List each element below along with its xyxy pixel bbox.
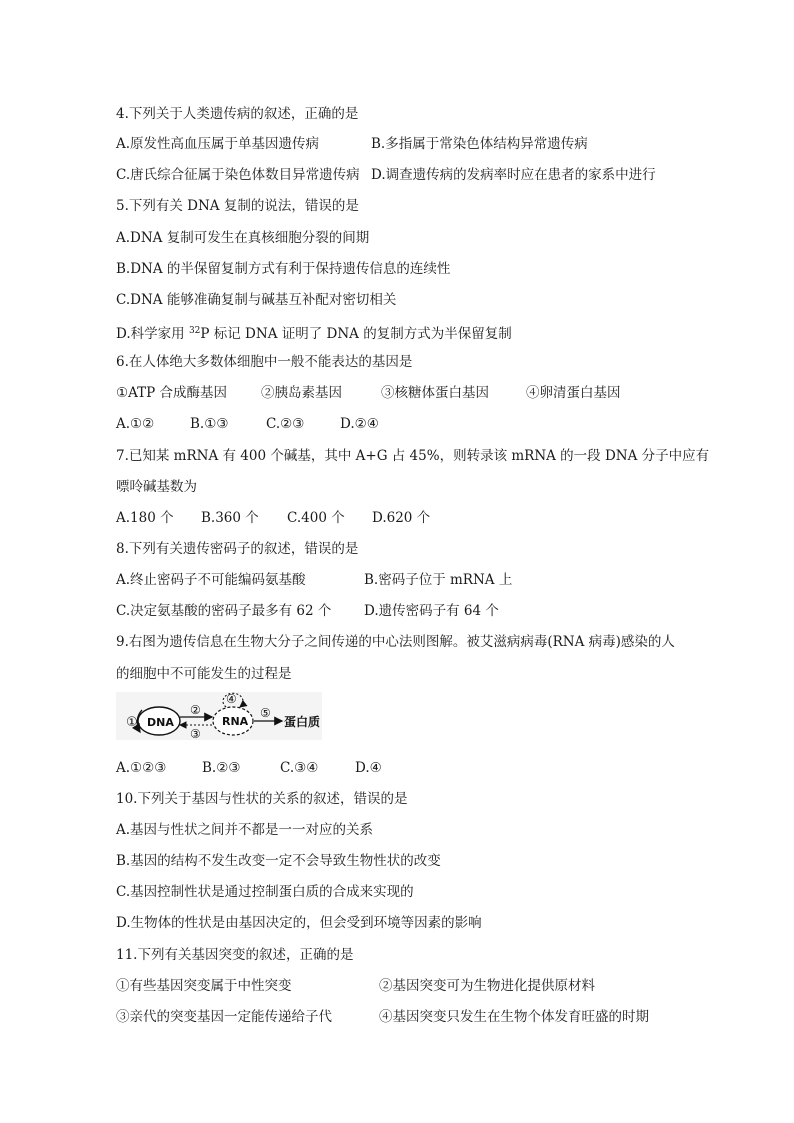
q11-item-1: ①有些基因突变属于中性突变: [116, 978, 292, 994]
q6-option-a: A.①②: [116, 416, 155, 432]
q5-option-d-pre: D.科学家用: [116, 326, 189, 342]
q9-options: [116, 758, 382, 778]
q7-option-c: C.400 个: [287, 510, 345, 526]
q8-options-cd: [116, 601, 499, 621]
q6-option-d: D.②④: [340, 416, 379, 432]
q9-option-b: B.②③: [202, 760, 241, 776]
q5-option-d-superscript: 32: [188, 326, 201, 336]
q7-option-a: A.180 个: [116, 510, 174, 526]
q4-stem: 4.下列关于人类遗传病的叙述，正确的是: [116, 106, 359, 122]
q7-stem-line2: 嘌呤碱基数为: [116, 479, 197, 495]
q10-option-a: A.基因与性状之间并不都是一一对应的关系: [116, 822, 374, 838]
q8-option-b: B.密码子位于 mRNA 上: [364, 572, 513, 588]
q4-option-c: C.唐氏综合征属于染色体数目异常遗传病: [116, 167, 360, 183]
q4-options-cd: [116, 165, 656, 185]
q5-option-b: B.DNA 的半保留复制方式有利于保持遗传信息的连续性: [116, 261, 451, 277]
q6-items: [116, 383, 621, 403]
q10-option-c: C.基因控制性状是通过控制蛋白质的合成来实现的: [116, 884, 414, 900]
q8-option-d: D.遗传密码子有 64 个: [364, 603, 499, 619]
label-4: ④: [226, 692, 237, 706]
q8-options-ab: [116, 570, 513, 590]
q11-item-2: ②基因突变可为生物进化提供原材料: [379, 978, 595, 994]
q9-option-d: D.④: [355, 760, 382, 776]
q8-stem: 8.下列有关遗传密码子的叙述，错误的是: [116, 541, 359, 557]
q7-option-b: B.360 个: [201, 510, 259, 526]
q7-options: [116, 508, 431, 528]
q9-stem-line1: 9.右图为遗传信息在生物大分子之间传递的中心法则图解。被艾滋病病毒(RNA 病毒)感染的人: [116, 634, 675, 650]
q4-option-b: B.多指属于常染色体结构异常遗传病: [371, 136, 588, 152]
q5-option-a: A.DNA 复制可发生在真核细胞分裂的间期: [116, 230, 370, 246]
q9-option-a: A.①②③: [116, 760, 167, 776]
central-dogma-svg: [116, 692, 322, 740]
label-2: ②: [190, 703, 201, 717]
q5-option-c: C.DNA 能够准确复制与碱基互补配对密切相关: [116, 292, 397, 308]
q11-stem: 11.下列有关基因突变的叙述，正确的是: [116, 947, 354, 963]
label-3: ③: [190, 727, 201, 740]
q11-item-3: ③亲代的突变基因一定能传递给子代: [116, 1009, 332, 1025]
label-1: ①: [126, 715, 138, 730]
q4-option-a: A.原发性高血压属于单基因遗传病: [116, 136, 320, 152]
q6-options: [116, 414, 379, 434]
label-5: ⑤: [260, 706, 271, 720]
q4-option-d: D.调查遗传病的发病率时应在患者的家系中进行: [371, 167, 656, 183]
q10-option-b: B.基因的结构不发生改变一定不会导致生物性状的改变: [116, 853, 441, 869]
q8-option-c: C.决定氨基酸的密码子最多有 62 个: [116, 603, 332, 619]
q10-option-d: D.生物体的性状是由基因决定的，但会受到环境等因素的影响: [116, 915, 482, 931]
rna-label: RNA: [222, 715, 249, 728]
protein-label: 蛋白质: [284, 715, 321, 729]
q11-items-12: [116, 976, 595, 996]
q11-items-34: [116, 1007, 649, 1027]
q6-item-2: ②胰岛素基因: [261, 385, 342, 401]
q5-option-d-post: P 标记 DNA 证明了 DNA 的复制方式为半保留复制: [200, 326, 512, 342]
q4-options-ab: [116, 134, 588, 154]
q6-item-3: ③核糖体蛋白基因: [381, 385, 489, 401]
q6-stem: 6.在人体绝大多数体细胞中一般不能表达的基因是: [116, 354, 413, 370]
q9-stem-line2: 的细胞中不可能发生的过程是: [116, 666, 292, 682]
q11-item-4: ④基因突变只发生在生物个体发育旺盛的时期: [379, 1009, 649, 1025]
q7-option-d: D.620 个: [372, 510, 431, 526]
q5-stem: 5.下列有关 DNA 复制的说法，错误的是: [116, 198, 359, 214]
central-dogma-diagram: [116, 692, 322, 740]
q8-option-a: A.终止密码子不可能编码氨基酸: [116, 572, 306, 588]
q6-item-4: ④卵清蛋白基因: [526, 385, 621, 401]
q6-item-1: ①ATP 合成酶基因: [116, 385, 227, 401]
q9-option-c: C.③④: [280, 760, 319, 776]
q10-stem: 10.下列关于基因与性状的关系的叙述，错误的是: [116, 791, 408, 807]
dna-label: DNA: [147, 716, 174, 729]
q6-option-b: B.①③: [190, 416, 229, 432]
q7-stem-line1: 7.已知某 mRNA 有 400 个碱基，其中 A+G 占 45%，则转录该 mRNA 的一段 DNA 分子中应有: [116, 448, 710, 464]
q6-option-c: C.②③: [266, 416, 305, 432]
q5-option-d: [116, 321, 512, 341]
